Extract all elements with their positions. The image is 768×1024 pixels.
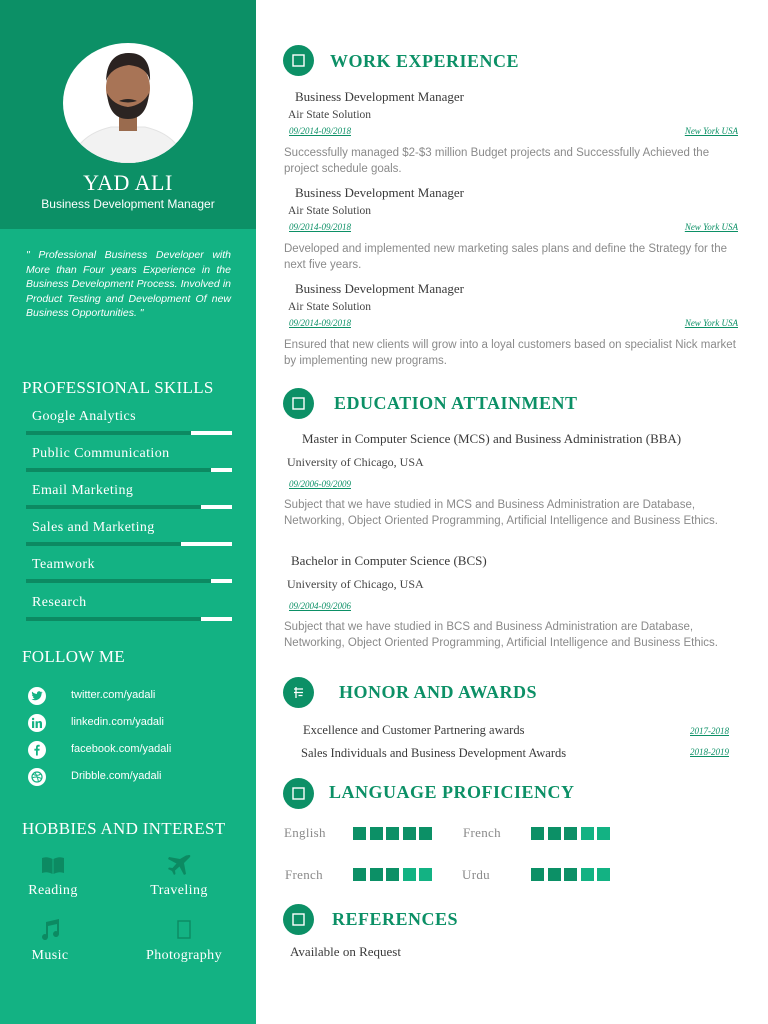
twitter-icon[interactable] (28, 687, 46, 705)
profile-summary: " Professional Business Developer with More than Four years Experience in the Business Development Process. Involved in Product Testing and Development Of new Business Opportunities. " (26, 249, 231, 320)
job-description: Ensured that new clients will grow into a loyal customers based on specialist Nick market by implementing new programs. (284, 339, 736, 367)
hobby-label: Photography (146, 948, 222, 963)
airplane-icon (166, 853, 192, 877)
job-location: New York USA (684, 126, 738, 136)
language-rating (531, 868, 621, 881)
award-name: Sales Individuals and Business Development Awards (301, 746, 567, 760)
job-dates: 09/2014-09/2018 (289, 318, 351, 328)
education-dates: 09/2004-09/2006 (289, 601, 351, 611)
job-company: Air State Solution (288, 301, 372, 313)
follow-link-text[interactable]: facebook.com/yadali (71, 743, 172, 755)
skill-label: Research (32, 595, 87, 610)
profile-role: Business Development Manager (41, 197, 215, 211)
skill-bar (26, 617, 232, 621)
job-description: Successfully managed $2-$3 million Budget projects and Successfully Achieved the project schedule goals. (284, 147, 710, 175)
language-name: French (463, 825, 501, 840)
award-icon (283, 677, 314, 708)
language-name: English (284, 825, 326, 840)
hobby-label: Traveling (150, 883, 208, 898)
rating-square-filled (419, 827, 432, 840)
skill-bar-fill (26, 579, 211, 583)
language-name: Urdu (462, 867, 490, 882)
rating-square-filled (548, 868, 561, 881)
hobby-reading (3, 853, 103, 899)
briefcase-icon (283, 45, 314, 76)
rating-square-empty (581, 868, 594, 881)
follow-item-dribbble[interactable] (28, 768, 228, 786)
skill-item (24, 483, 232, 513)
rating-square-empty (403, 868, 416, 881)
follow-title: FOLLOW ME (22, 647, 125, 666)
skill-label: Google Analytics (32, 409, 136, 424)
facebook-icon[interactable] (28, 741, 46, 759)
language-name: French (285, 867, 323, 882)
job-description: Developed and implemented new marketing sales plans and define the Strategy for the next five years. (284, 243, 728, 271)
skill-bar (26, 468, 232, 472)
job-location: New York USA (684, 318, 738, 328)
skill-label: Teamwork (32, 557, 95, 572)
rating-square-filled (370, 868, 383, 881)
references-text: Available on Request (290, 944, 401, 959)
education-school: University of Chicago, USA (287, 577, 424, 591)
rating-square-empty (597, 827, 610, 840)
rating-square-filled (564, 827, 577, 840)
award-years: 2017-2018 (690, 726, 729, 736)
rating-square-empty (581, 827, 594, 840)
references-title: REFERENCES (332, 909, 459, 929)
graduation-cap-icon (283, 388, 314, 419)
rating-square-filled (370, 827, 383, 840)
rating-square-filled (386, 868, 399, 881)
job-dates: 09/2014-09/2018 (289, 126, 351, 136)
job-title: Business Development Manager (295, 185, 464, 200)
hobbies-title: HOBBIES AND INTEREST (22, 819, 226, 838)
language-title: LANGUAGE PROFICIENCY (329, 782, 575, 802)
education-school: University of Chicago, USA (287, 455, 424, 469)
language-rating (531, 827, 621, 840)
follow-link-text[interactable]: linkedin.com/yadali (71, 716, 164, 728)
skill-label: Public Communication (32, 446, 170, 461)
skill-item (24, 520, 232, 550)
education-description: Subject that we have studied in MCS and Business Administration are Database, Networking, Object Oriented Programming, Artificial Intelligence and Business Ethics. (284, 499, 719, 527)
rating-square-empty (597, 868, 610, 881)
education-description: Subject that we have studied in BCS and Business Administration are Database, Networking, Object Oriented Programming, Artificial Intelligence and Business Ethics. (284, 621, 719, 649)
hobby-music (0, 918, 100, 964)
rating-square-filled (531, 868, 544, 881)
music-note-icon (37, 918, 63, 942)
rating-square-filled (353, 868, 366, 881)
hobby-label: Reading (28, 883, 78, 898)
skill-bar (26, 579, 232, 583)
sidebar (0, 0, 256, 1024)
skill-bar-fill (26, 505, 201, 509)
rating-square-filled (403, 827, 416, 840)
awards-title: HONOR AND AWARDS (339, 682, 538, 702)
skill-label: Email Marketing (32, 483, 134, 498)
rating-square-empty (419, 868, 432, 881)
job-dates: 09/2014-09/2018 (289, 222, 351, 232)
references-icon (283, 904, 314, 935)
skill-item (24, 409, 232, 439)
skill-bar (26, 505, 232, 509)
education-title: EDUCATION ATTAINMENT (334, 393, 578, 413)
skills-title: PROFESSIONAL SKILLS (22, 378, 214, 397)
rating-square-filled (531, 827, 544, 840)
job-title: Business Development Manager (295, 89, 464, 104)
rating-square-filled (548, 827, 561, 840)
education-degree: Bachelor in Computer Science (BCS) (291, 553, 487, 568)
skill-bar (26, 431, 232, 435)
skill-bar-fill (26, 468, 211, 472)
job-location: New York USA (684, 222, 738, 232)
language-icon (283, 778, 314, 809)
camera-icon (171, 918, 197, 942)
hobby-photography (134, 918, 234, 964)
dribbble-icon[interactable] (28, 768, 46, 786)
rating-square-filled (353, 827, 366, 840)
skill-item (24, 557, 232, 587)
hobby-traveling (129, 853, 229, 899)
job-title: Business Development Manager (295, 281, 464, 296)
book-icon (40, 853, 66, 877)
rating-square-filled (386, 827, 399, 840)
skill-bar-fill (26, 617, 201, 621)
skill-label: Sales and Marketing (32, 520, 155, 535)
linkedin-icon[interactable] (28, 714, 46, 732)
follow-item-linkedin[interactable] (28, 714, 228, 732)
skill-bar-fill (26, 542, 181, 546)
language-rating (353, 827, 443, 840)
skill-item (24, 595, 232, 625)
award-name: Excellence and Customer Partnering awards (303, 723, 525, 737)
follow-item-facebook[interactable] (28, 741, 228, 759)
education-degree: Master in Computer Science (MCS) and Business Administration (BBA) (302, 431, 682, 446)
skill-bar (26, 542, 232, 546)
language-rating (353, 868, 443, 881)
job-company: Air State Solution (288, 205, 372, 217)
follow-link-text[interactable]: Dribble.com/yadali (71, 770, 162, 782)
follow-link-text[interactable]: twitter.com/yadali (71, 689, 156, 701)
job-company: Air State Solution (288, 109, 372, 121)
follow-item-twitter[interactable] (28, 687, 228, 705)
rating-square-filled (564, 868, 577, 881)
award-years: 2018-2019 (690, 747, 729, 757)
profile-photo (63, 43, 193, 163)
skill-bar-fill (26, 431, 191, 435)
skill-item (24, 446, 232, 476)
profile-name: YAD ALI (83, 170, 173, 195)
education-dates: 09/2006-09/2009 (289, 479, 351, 489)
work-experience-title: WORK EXPERIENCE (330, 51, 520, 71)
hobby-label: Music (31, 948, 69, 963)
